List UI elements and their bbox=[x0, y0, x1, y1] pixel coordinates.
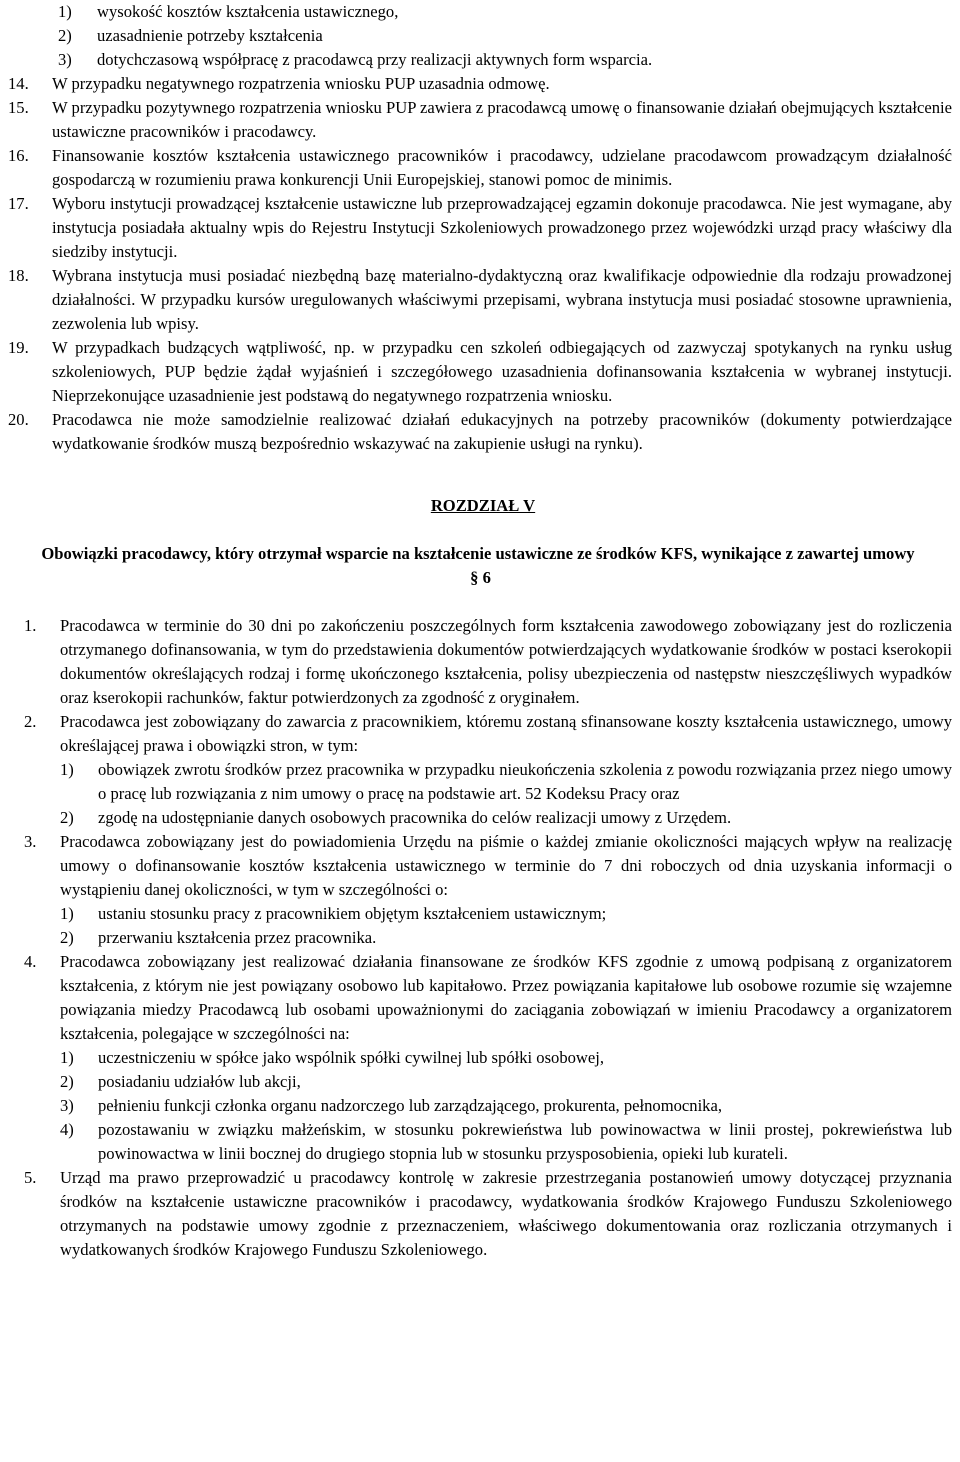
main-numbered-list bbox=[4, 72, 952, 456]
list-item-number: 18. bbox=[8, 266, 29, 285]
list-item-number: 15. bbox=[8, 98, 29, 117]
list-item-number: 1) bbox=[58, 2, 72, 21]
list-item-text: W przypadku negatywnego rozpatrzenia wniosku PUP uzasadnia odmowę. bbox=[52, 74, 550, 93]
top-sub-list bbox=[4, 0, 952, 72]
list-item-text: W przypadkach budzących wątpliwość, np. w przypadku cen szkoleń odbiegających od zazwyczaj spotykanych na rynku usług szkoleniowych, PUP będzie żądał wyjaśnień i szczegółowego uzasadnienia dofinansowania kształcenia w wybranej instytucji. Nieprzekonujące uzasadnienie jest podstawą do negatywnego rozpatrzenia wniosku. bbox=[52, 338, 952, 405]
list-item bbox=[4, 710, 952, 758]
list-item-text: Pracodawca zobowiązany jest do powiadomienia Urzędu na piśmie o każdej zmianie okoliczności mających wpływ na realizację umowy o dofinansowanie kosztów kształcenia ustawicznego w terminie do 7 dni roboczych od dnia uzyskania informacji o wystąpieniu danej okoliczności, w tym w szczególności o: bbox=[60, 832, 952, 899]
sub-list-item-number: 1) bbox=[60, 904, 74, 923]
section-list bbox=[4, 614, 952, 1262]
list-item bbox=[4, 1166, 952, 1262]
list-item-number: 1. bbox=[24, 616, 37, 635]
list-item-number: 17. bbox=[8, 194, 29, 213]
list-item bbox=[4, 614, 952, 710]
sub-list-item bbox=[4, 1046, 952, 1070]
sub-list-item-text: zgodę na udostępnianie danych osobowych pracownika do celów realizacji umowy z Urzędem. bbox=[98, 808, 732, 827]
list-item bbox=[4, 830, 952, 902]
list-item-number: 20. bbox=[8, 410, 29, 429]
sub-list-item bbox=[4, 926, 952, 950]
list-item bbox=[4, 72, 952, 96]
list-item-number: 19. bbox=[8, 338, 29, 357]
list-item-number: 3) bbox=[58, 50, 72, 69]
sub-list-item-text: ustaniu stosunku pracy z pracownikiem objętym kształceniem ustawicznym; bbox=[98, 904, 607, 923]
list-item-text: Pracodawca jest zobowiązany do zawarcia z pracownikiem, któremu zostaną sfinansowane koszty kształcenia ustawicznego, umowy określającej prawa i obowiązki stron, w tym: bbox=[60, 712, 952, 755]
list-item-text: Pracodawca zobowiązany jest realizować działania finansowane ze środków KFS zgodnie z umową podpisaną z organizatorem kształcenia, z którym nie jest powiązany osobowo lub kapitałowo. Przez powiązania kapitałowe lub osobowe rozumie się wzajemne powiązania miedzy Pracodawcą lub osobami upoważnionymi do zaciągania zobowiązań w imieniu Pracodawcy a organizatorem kształcenia, polegające w szczególności na: bbox=[60, 952, 952, 1043]
list-item-text: Finansowanie kosztów kształcenia ustawicznego pracowników i pracodawcy, udzielane pracodawcom prowadzącym działalność gospodarczą w rozumieniu prawa konkurencji Unii Europejskiej, stanowi pomoc de minimis. bbox=[52, 146, 952, 189]
sub-list-item bbox=[4, 758, 952, 806]
list-item bbox=[4, 264, 952, 336]
list-item-text: wysokość kosztów kształcenia ustawicznego, bbox=[97, 2, 399, 21]
list-item-text: Pracodawca nie może samodzielnie realizować działań edukacyjnych na potrzeby pracowników (dokumenty potwierdzające wydatkowanie środków muszą bezpośrednio wskazywać na zakupienie usługi na rynku). bbox=[52, 410, 952, 453]
list-item bbox=[4, 336, 952, 408]
list-item-text: Wyboru instytucji prowadzącej kształcenie ustawiczne lub przeprowadzającej egzamin dokonuje pracodawca. Nie jest wymagane, aby instytucja posiadała aktualny wpis do Rejestru Instytucji Szkoleniowych prowadzonego przez wojewódzki urząd pracy właściwy dla siedziby instytucji. bbox=[52, 194, 952, 261]
list-item bbox=[4, 0, 952, 24]
list-item-text: Pracodawca w terminie do 30 dni po zakończeniu poszczególnych form kształcenia zawodowego zobowiązany jest do rozliczenia otrzymanego dofinansowania, w tym do przedstawienia dokumentów potwierdzających wydatkowanie środków w postaci kserokopii dokumentów określających rodzaj i formę ukończonego kształcenia, polisy ubezpieczenia od następstw nieszczęśliwych wypadków oraz kserokopii rachunków, faktur potwierdzonych za zgodność z oryginałem. bbox=[60, 616, 952, 707]
sub-list-item bbox=[4, 1070, 952, 1094]
list-item-text: Urząd ma prawo przeprowadzić u pracodawcy kontrolę w zakresie przestrzegania postanowień umowy dotyczącej przyznania środków na kształcenie ustawiczne pracowników i pracodawcy, wydatkowania środków Krajowego Funduszu Szkoleniowego otrzymanych na podstawie umowy zgodnie z przeznaczeniem, właściwego dokumentowania oraz rozliczania otrzymanych i wydatkowanych środków Krajowego Funduszu Szkoleniowego. bbox=[60, 1168, 952, 1259]
list-item bbox=[4, 96, 952, 144]
list-item-text: W przypadku pozytywnego rozpatrzenia wniosku PUP zawiera z pracodawcą umowę o finansowanie działań obejmujących kształcenie ustawiczne pracowników i pracodawcy. bbox=[52, 98, 952, 141]
list-item-text: Wybrana instytucja musi posiadać niezbędną bazę materialno-dydaktyczną oraz kwalifikacje odpowiednie dla rodzaju prowadzonej działalności. W przypadku kursów uregulowanych właściwymi przepisami, wybrana instytucja musi posiadać stosowne uprawnienia, zezwolenia lub wpisy. bbox=[52, 266, 952, 333]
sub-list-item-text: pełnieniu funkcji członka organu nadzorczego lub zarządzającego, prokurenta, pełnomocnika, bbox=[98, 1096, 722, 1115]
sub-list-item bbox=[4, 902, 952, 926]
sub-list-item-text: pozostawaniu w związku małżeńskim, w stosunku pokrewieństwa lub powinowactwa w linii prostej, pokrewieństwa lub powinowactwa w linii bocznej do drugiego stopnia lub w stosunku przysposobienia, opieki lub kurateli. bbox=[98, 1120, 952, 1163]
list-item-text: uzasadnienie potrzeby kształcenia bbox=[97, 26, 323, 45]
sub-list-item bbox=[4, 806, 952, 830]
list-item-number: 16. bbox=[8, 146, 29, 165]
sub-list-item bbox=[4, 1118, 952, 1166]
list-item bbox=[4, 192, 952, 264]
sub-list-item bbox=[4, 1094, 952, 1118]
list-item-number: 5. bbox=[24, 1168, 37, 1187]
list-item-number: 2) bbox=[58, 26, 72, 45]
sub-list-item-number: 4) bbox=[60, 1120, 74, 1139]
sub-list-item-text: uczestniczeniu w spółce jako wspólnik spółki cywilnej lub spółki osobowej, bbox=[98, 1048, 605, 1067]
sub-list-item-number: 2) bbox=[60, 1072, 74, 1091]
chapter-heading: Obowiązki pracodawcy, który otrzymał wsparcie na kształcenie ustawiczne ze środków KFS, wynikające z zawartej umowy bbox=[41, 544, 915, 563]
chapter-title: ROZDZIAŁ V bbox=[430, 496, 536, 515]
paragraph-mark: § 6 bbox=[470, 568, 491, 587]
sub-list-item-number: 1) bbox=[60, 1048, 74, 1067]
list-item-number: 2. bbox=[24, 712, 37, 731]
list-item bbox=[4, 144, 952, 192]
sub-list-item-text: przerwaniu kształcenia przez pracownika. bbox=[98, 928, 377, 947]
sub-list-item-number: 2) bbox=[60, 808, 74, 827]
list-item bbox=[4, 950, 952, 1046]
list-item bbox=[4, 48, 952, 72]
list-item-number: 14. bbox=[8, 74, 29, 93]
list-item bbox=[4, 24, 952, 48]
sub-list-item-number: 1) bbox=[60, 760, 74, 779]
sub-list-item-text: obowiązek zwrotu środków przez pracownika w przypadku nieukończenia szkolenia z powodu rozwiązania przez niego umowy o pracę lub rozwiązania z nim umowy o pracę na podstawie art. 52 Kodeksu Pracy oraz bbox=[98, 760, 952, 803]
sub-list-item-number: 2) bbox=[60, 928, 74, 947]
list-item-number: 4. bbox=[24, 952, 37, 971]
list-item-text: dotychczasową współpracę z pracodawcą przy realizacji aktywnych form wsparcia. bbox=[97, 50, 653, 69]
sub-list-item-text: posiadaniu udziałów lub akcji, bbox=[98, 1072, 301, 1091]
list-item-number: 3. bbox=[24, 832, 37, 851]
sub-list-item-number: 3) bbox=[60, 1096, 74, 1115]
list-item bbox=[4, 408, 952, 456]
